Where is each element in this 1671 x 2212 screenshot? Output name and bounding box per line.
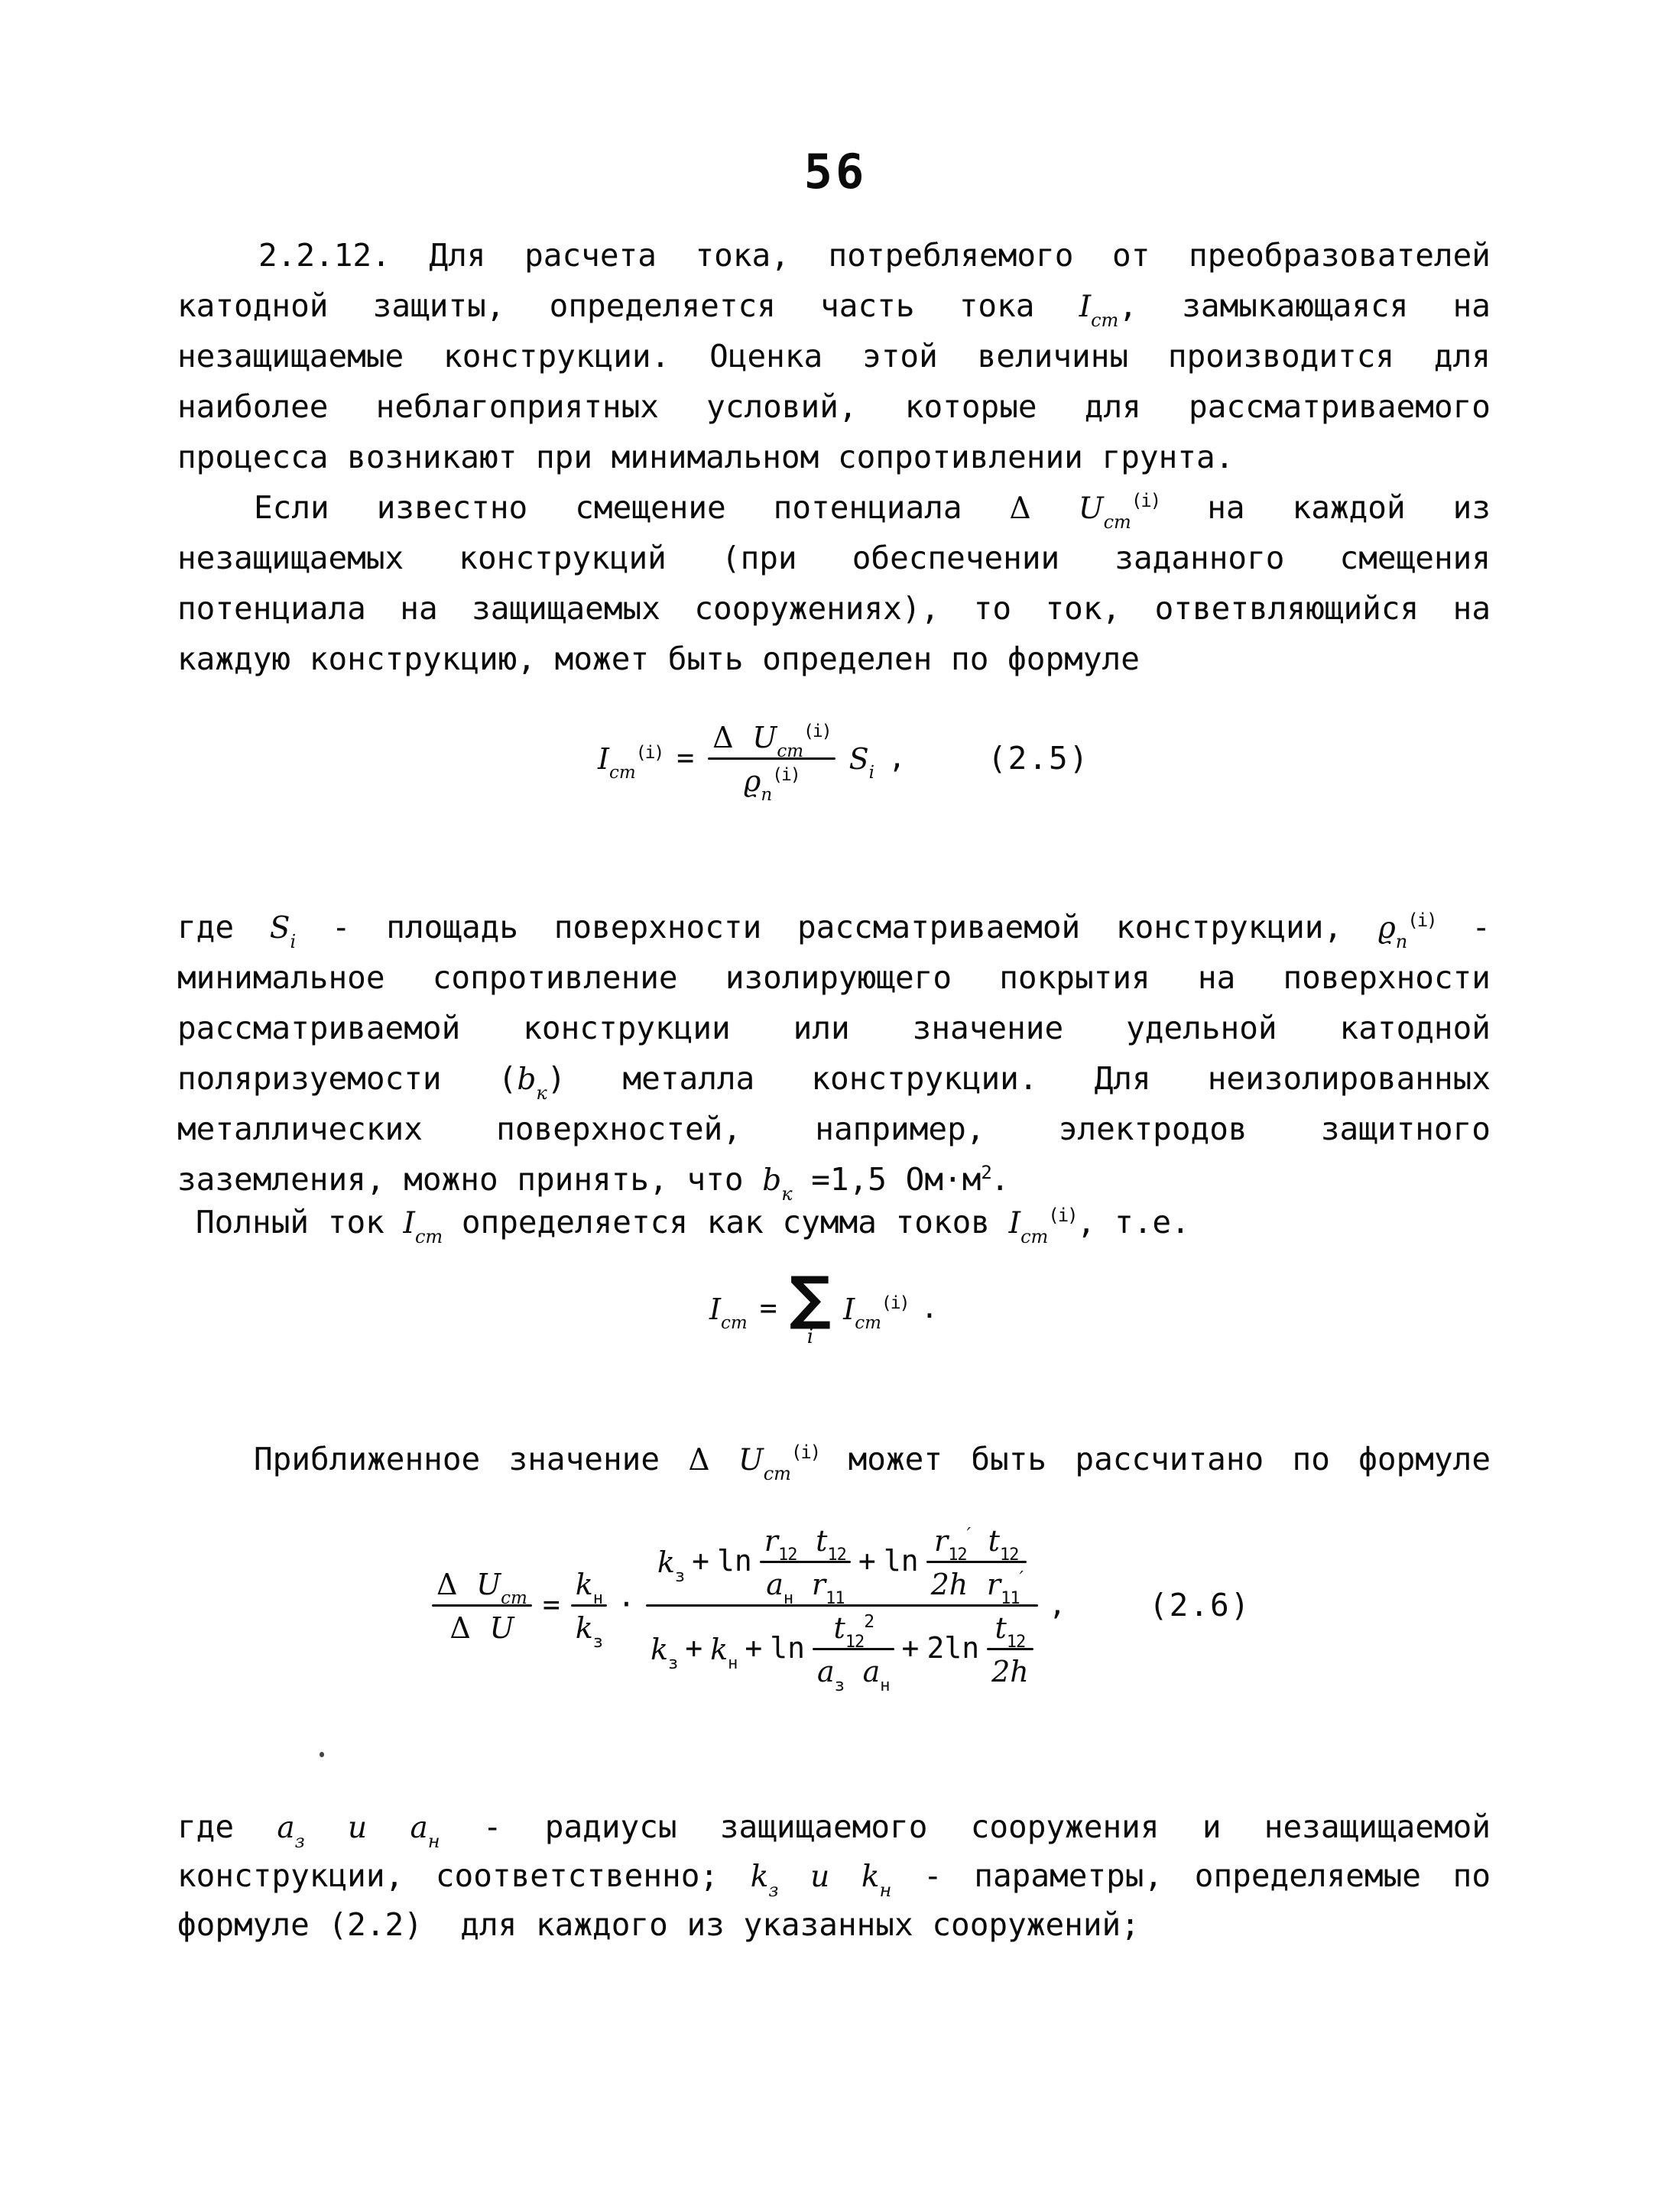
math-base: I — [709, 1292, 722, 1326]
math-k-n — [861, 1857, 892, 1901]
word-segment: 2.2.12. Для расчета тока, потребляемого от преобразователей — [258, 237, 1491, 274]
equation-label-2-6: (2.6) — [1149, 1587, 1251, 1623]
math-sub: ст — [609, 763, 636, 783]
math-base: k — [861, 1860, 880, 1894]
math-base: I — [598, 742, 610, 776]
math-sub: к — [536, 1082, 547, 1104]
math-base: U — [476, 1567, 501, 1601]
plus-sign: + — [745, 1631, 763, 1665]
text-line — [177, 1802, 1491, 1851]
fraction-numerator — [432, 1565, 532, 1608]
math-a-n — [410, 1808, 440, 1852]
delta-symbol: Δ — [688, 1443, 710, 1477]
math-k-n — [710, 1630, 738, 1673]
word-segment: незащищаемые конструкции. Оценка этой величины производится для — [177, 338, 1491, 375]
sigma-index: i — [806, 1325, 814, 1349]
math-delta-U-st-i — [712, 718, 831, 761]
equals-sign: = — [542, 1588, 560, 1622]
fraction-numerator — [829, 1609, 878, 1652]
word-segment: на каждой из — [1207, 489, 1491, 526]
plus-sign: + — [858, 1544, 876, 1578]
math-rho-p-i — [1377, 909, 1436, 952]
math-base: k — [575, 1610, 593, 1645]
math-rho-p-i — [744, 762, 800, 805]
word-segment: =1,5 Ом·м — [811, 1161, 982, 1198]
comma: , — [1048, 1588, 1066, 1622]
math-sub: ст — [763, 1463, 791, 1484]
ln-operator: ln — [883, 1544, 919, 1578]
math-sub: з — [592, 1632, 603, 1652]
math-I-st-i — [843, 1290, 909, 1333]
main-fraction — [646, 1522, 1038, 1695]
math-a-z — [277, 1808, 305, 1852]
text-line — [177, 482, 1491, 533]
period: . — [920, 1291, 939, 1325]
math-base: r — [764, 1523, 778, 1558]
math-sub: 12 — [999, 1545, 1019, 1565]
equals-sign: = — [677, 741, 695, 775]
math-base: b — [762, 1163, 782, 1198]
paragraph-2-2-12 — [177, 230, 1491, 482]
math-sub: н — [879, 1880, 892, 1901]
text-line — [177, 230, 1491, 281]
fraction-denominator — [646, 1609, 1038, 1695]
math-base: U — [738, 1443, 764, 1477]
math-sub: ст — [414, 1226, 443, 1247]
word-segment: - площадь поверхности рассматриваемой конструкции, — [331, 909, 1343, 945]
ln-operator: ln — [717, 1544, 752, 1578]
sigma-symbol: ∑ — [789, 1263, 832, 1331]
text-line — [177, 1053, 1491, 1104]
math-sub: п — [761, 784, 773, 805]
equation-2-6-body — [432, 1517, 1066, 1693]
fraction-denominator — [813, 1653, 894, 1695]
math-sup: (i) — [881, 1293, 909, 1313]
math-base: a — [277, 1811, 295, 1845]
fraction-denominator — [987, 1653, 1033, 1689]
math-sub: п — [1395, 931, 1408, 952]
fraction-denominator — [761, 1565, 848, 1608]
multiplication-dot: · — [618, 1588, 635, 1622]
math-base: r — [811, 1567, 826, 1601]
plus-sign: + — [685, 1631, 703, 1665]
text-line — [177, 1003, 1491, 1053]
text-line — [177, 1851, 1491, 1900]
math-sup: (i) — [803, 721, 831, 741]
fraction-numerator — [708, 718, 835, 761]
math-base: S — [269, 911, 290, 945]
fraction-denominator — [926, 1565, 1027, 1608]
equation-2-6 — [0, 1517, 1671, 1693]
fraction-numerator — [760, 1522, 851, 1565]
inner-fraction-d — [987, 1609, 1033, 1689]
word-segment: Приближенное значение — [254, 1441, 660, 1477]
math-sup: (i) — [635, 743, 664, 763]
math-base: ϱ — [744, 764, 761, 798]
math-base: a — [410, 1811, 428, 1845]
math-base: k — [750, 1860, 769, 1894]
fraction — [708, 718, 835, 805]
2ln-operator: 2ln — [926, 1631, 980, 1665]
math-sub: ст — [501, 1588, 527, 1608]
word-segment: незащищаемых конструкций (при обеспечении заданного смещения — [177, 540, 1491, 576]
delta-symbol: Δ — [712, 720, 734, 754]
math-base: I — [1079, 290, 1092, 324]
math-sub: i — [290, 931, 297, 952]
period: . — [990, 1161, 1010, 1198]
math-sub: н — [783, 1588, 793, 1608]
word-segment: - параметры, определяемые по — [923, 1857, 1491, 1894]
inner-fraction-a — [760, 1522, 851, 1608]
text-line — [177, 533, 1491, 583]
summation — [789, 1263, 832, 1349]
prime-mark: ′ — [966, 1524, 969, 1545]
math-sup: (i) — [772, 764, 800, 785]
text-line — [177, 1197, 1491, 1247]
word-segment: Полный ток — [196, 1204, 384, 1241]
equation-sum — [0, 1255, 1671, 1362]
word-segment: металлических поверхностей, например, электродов защитного — [177, 1111, 1491, 1147]
text-line — [177, 432, 1491, 482]
math-sub: ст — [855, 1313, 881, 1333]
math-delta-U-st-i — [1009, 489, 1160, 533]
math-sub: 12 — [1006, 1632, 1026, 1652]
math-sub: ст — [721, 1313, 748, 1333]
math-base: t — [988, 1523, 1000, 1558]
word-segment: радиусы защищаемого сооружения и незащищаемой — [544, 1808, 1491, 1845]
math-I-st — [709, 1290, 748, 1333]
math-sup: (i) — [790, 1442, 820, 1463]
math-sub: 12 — [827, 1545, 846, 1565]
word-segment: металла конструкции. Для неизолированных — [622, 1060, 1491, 1097]
math-base: S — [848, 742, 869, 776]
paragraph-gde-a — [177, 1802, 1491, 1949]
lhs-fraction — [432, 1565, 532, 1646]
text-line — [177, 1900, 1491, 1949]
paragraph-esli-izvestno — [177, 482, 1491, 684]
word-segment: поляризуемости — [177, 1060, 442, 1097]
math-sub: i — [868, 763, 874, 783]
math-k-z — [650, 1630, 678, 1673]
word-segment: Если известно смещение потенциала — [254, 489, 962, 526]
text-line — [177, 952, 1491, 1003]
math-sub: ст — [1020, 1226, 1049, 1247]
math-and: и — [810, 1860, 830, 1894]
word-segment: заземления, можно принять, что — [177, 1161, 744, 1198]
comma: , — [887, 741, 906, 775]
math-k-z — [657, 1543, 685, 1586]
word-segment: рассматриваемой конструкции или значение удельной катодной — [177, 1010, 1491, 1046]
text-line — [177, 902, 1491, 952]
inner-fraction-b — [926, 1522, 1027, 1608]
math-I-st-i — [598, 740, 664, 783]
fraction-denominator — [739, 762, 804, 805]
word-segment: катодной защиты, определяется часть тока — [177, 287, 1035, 324]
math-base: U — [1078, 491, 1104, 526]
paragraph-priblizhennoe — [177, 1434, 1491, 1484]
dash: - — [482, 1808, 502, 1845]
plus-sign: + — [692, 1544, 710, 1578]
fraction-denominator — [571, 1609, 607, 1652]
math-sub: н — [427, 1831, 440, 1852]
math-sub: 11 — [825, 1588, 845, 1608]
prime-mark: ′ — [1019, 1568, 1022, 1588]
word-segment: где — [177, 909, 235, 945]
math-delta-U-st-i — [688, 1441, 820, 1484]
delta-symbol: Δ — [1009, 491, 1031, 526]
math-sub: 12 — [777, 1545, 797, 1565]
fraction-numerator — [653, 1522, 1031, 1608]
math-sub: 11 — [1001, 1588, 1020, 1608]
text-line — [177, 583, 1491, 634]
math-b-k — [498, 1060, 566, 1104]
math-sup: (i) — [1131, 490, 1160, 511]
equation-2-5 — [0, 697, 1671, 819]
math-sub: н — [592, 1588, 603, 1608]
fraction-denominator — [445, 1609, 518, 1646]
math-sub: 12 — [845, 1632, 865, 1652]
math-2h: 2h — [930, 1567, 969, 1601]
math-base: k — [650, 1633, 668, 1666]
fraction-bar — [708, 757, 835, 760]
word-segment: где — [177, 1808, 235, 1845]
math-2h: 2h — [991, 1654, 1029, 1688]
math-base: k — [710, 1633, 728, 1666]
math-sub: ст — [777, 741, 804, 761]
math-I-st — [403, 1204, 443, 1247]
math-I-st — [1079, 287, 1119, 331]
math-base: U — [489, 1610, 514, 1645]
math-base: I — [1008, 1206, 1021, 1241]
math-base: t — [816, 1523, 828, 1558]
math-sub: н — [728, 1654, 738, 1673]
paragraph-polny-tok — [177, 1197, 1491, 1247]
math-base: I — [403, 1206, 415, 1241]
word-segment: формуле (2.2) для каждого из указанных сооружений; — [177, 1906, 1140, 1943]
delta-symbol: Δ — [436, 1567, 458, 1601]
math-base: a — [862, 1654, 881, 1688]
word-segment: процесса возникают при минимальном сопротивлении грунта. — [177, 439, 1235, 475]
math-sub: к — [781, 1183, 793, 1205]
word-segment: каждую конструкцию, может быть определен по формуле — [177, 641, 1140, 677]
exponent: 2 — [864, 1611, 874, 1632]
equation-sum-body — [709, 1255, 938, 1362]
text-line — [177, 281, 1491, 331]
word-segment: определяется как сумма токов — [461, 1204, 990, 1241]
word-segment: минимальное сопротивление изолирующего покрытия на поверхности — [177, 959, 1491, 996]
math-base: t — [994, 1610, 1007, 1645]
fraction-numerator — [571, 1565, 607, 1608]
word-segment: может быть рассчитано по формуле — [848, 1441, 1491, 1477]
math-sub: з — [667, 1654, 678, 1673]
fraction-numerator — [991, 1609, 1030, 1652]
math-S-i — [269, 909, 297, 952]
paren-close: ) — [547, 1060, 566, 1097]
word-segment: потенциала на защищаемых сооружениях), то ток, ответвляющийся на — [177, 590, 1491, 627]
math-sub: ст — [1091, 310, 1119, 331]
math-base: a — [766, 1567, 784, 1601]
equation-2-5-body — [598, 697, 906, 819]
word-segment: конструкции, соответственно; — [177, 1857, 719, 1894]
fraction-numerator — [930, 1522, 1023, 1565]
exponent: 2 — [981, 1162, 991, 1183]
text-line — [177, 1434, 1491, 1484]
math-sup: (i) — [1407, 910, 1436, 931]
math-base: r — [986, 1567, 1001, 1601]
math-sub: 12 — [948, 1545, 967, 1565]
equation-label-2-5: (2.5) — [988, 740, 1090, 777]
math-b-k — [762, 1161, 793, 1205]
value-segment — [811, 1161, 1009, 1198]
math-S-i — [848, 740, 874, 783]
inner-fraction-c — [813, 1609, 894, 1695]
page-number: 56 — [803, 144, 868, 199]
math-sub: н — [880, 1675, 890, 1695]
k-fraction — [571, 1565, 607, 1652]
math-base: r — [934, 1523, 949, 1558]
word-segment: наиболее неблагоприятных условий, которые для рассматриваемого — [177, 388, 1491, 425]
math-base: t — [833, 1610, 845, 1645]
math-k-z — [750, 1857, 779, 1901]
math-sub: ст — [1103, 511, 1131, 533]
math-base: b — [517, 1062, 537, 1097]
paragraph-gde-s — [177, 902, 1491, 1205]
ln-operator: ln — [770, 1631, 806, 1665]
scan-artifact-dot — [320, 1752, 324, 1757]
math-sub: з — [294, 1831, 305, 1852]
math-sup: (i) — [1048, 1205, 1077, 1226]
math-base: I — [843, 1292, 855, 1326]
math-sub: з — [768, 1880, 779, 1901]
text-line — [177, 381, 1491, 432]
math-base: k — [657, 1545, 675, 1579]
math-sub: з — [834, 1675, 844, 1695]
delta-symbol: Δ — [449, 1610, 471, 1645]
math-base: U — [752, 720, 777, 754]
math-and: и — [348, 1811, 368, 1845]
text-line — [177, 1104, 1491, 1154]
dash: - — [1471, 909, 1491, 945]
math-base: k — [575, 1567, 593, 1601]
math-I-st-i — [1008, 1204, 1077, 1247]
word-segment: , замыкающаяся на — [1118, 287, 1491, 324]
text-line — [177, 331, 1491, 381]
word-segment: , т.е. — [1076, 1204, 1190, 1241]
text-line — [177, 634, 1491, 684]
math-sub: з — [674, 1567, 685, 1586]
paren-open: ( — [498, 1060, 518, 1097]
equals-sign: = — [759, 1291, 777, 1325]
plus-sign: + — [901, 1631, 920, 1665]
math-base: ϱ — [1377, 911, 1396, 945]
math-base: a — [817, 1654, 835, 1688]
